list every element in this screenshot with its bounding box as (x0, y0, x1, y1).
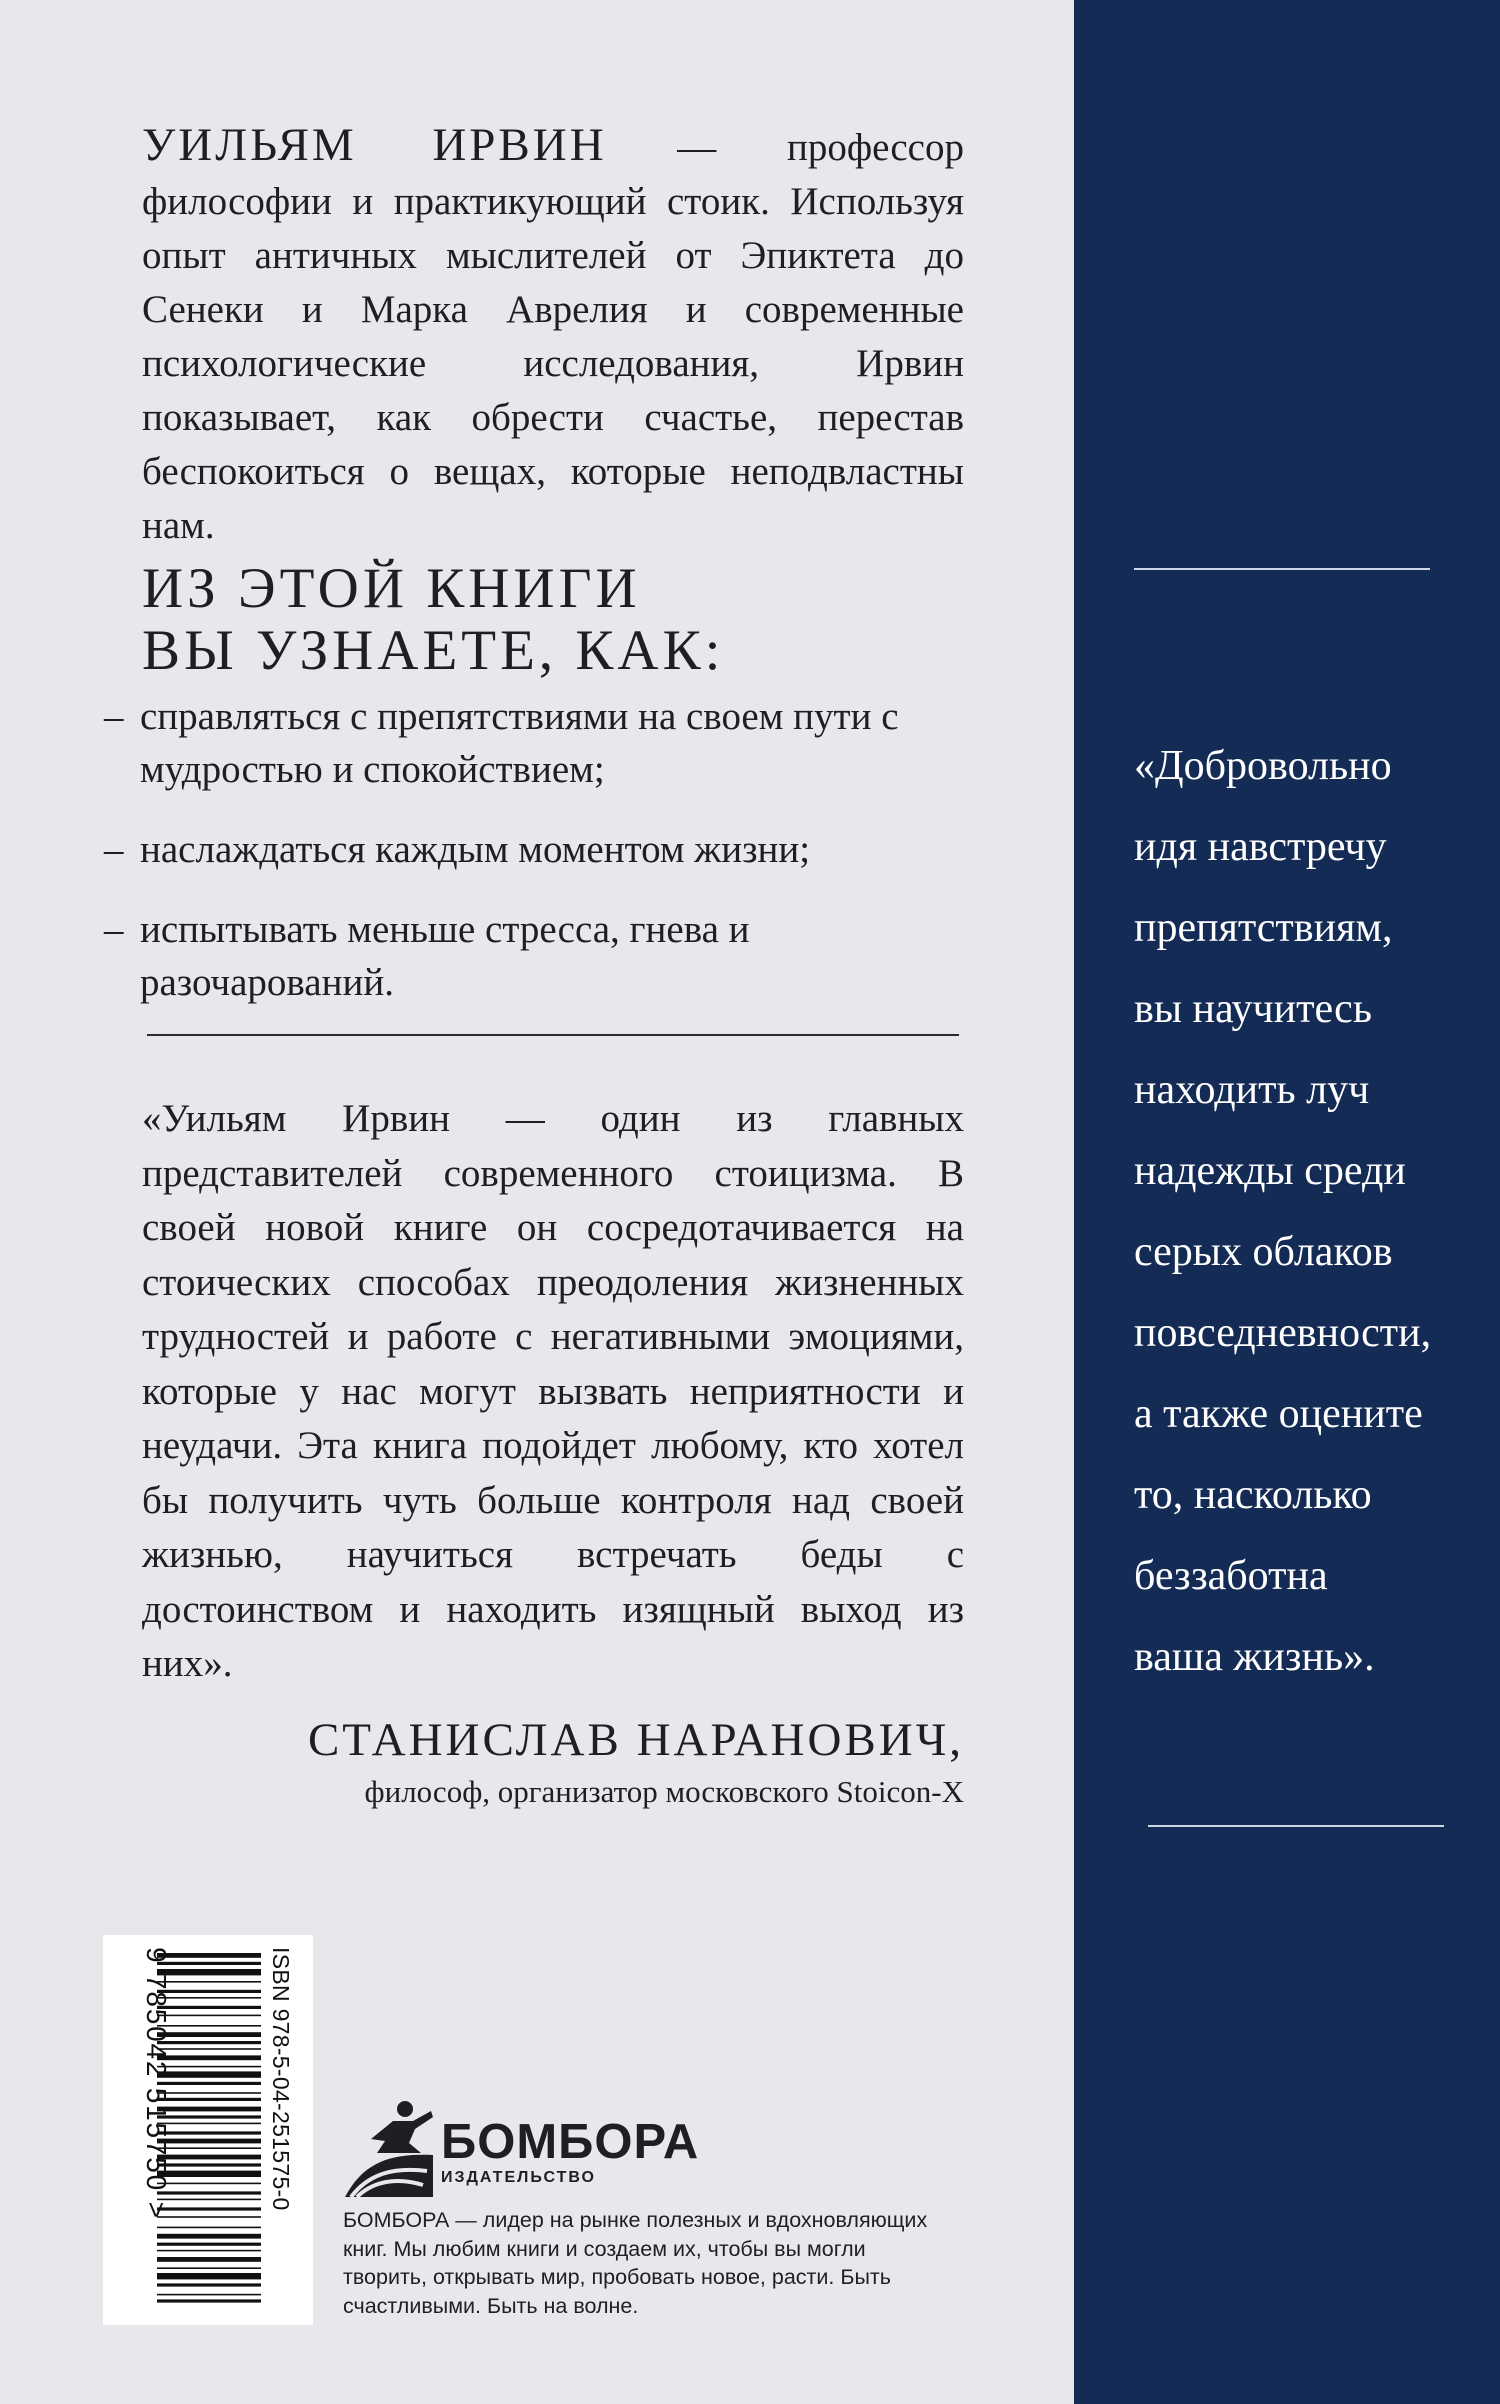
dash-marker: – (104, 908, 124, 951)
isbn-text: ISBN 978-5-04-251575-0 (268, 1947, 294, 2211)
publisher-name: БОМБОРА (441, 2115, 700, 2169)
side-quote-line: находить луч (1134, 1067, 1370, 1113)
dash-marker: – (104, 695, 124, 738)
barcode-bar (157, 2250, 261, 2252)
publisher-subtitle: ИЗДАТЕЛЬСТВО (441, 2169, 596, 2186)
list-item-text: наслаждаться каждым моментом жизни; (140, 828, 811, 871)
learn-heading-line2: ВЫ УЗНАЕТЕ, КАК: (142, 619, 725, 682)
side-quote-line: вы научитесь (1134, 986, 1372, 1032)
barcode-bar (157, 2227, 261, 2229)
side-quote-line: повседневности, (1134, 1310, 1432, 1356)
list-item-text: справляться с препятствиями на своем пути с мудростью и спокойствием; (140, 695, 899, 791)
barcode-bar (157, 2294, 261, 2296)
list-item-text: испытывать меньше стресса, гнева и разочарований. (140, 908, 750, 1004)
side-divider-bottom (1148, 1825, 1444, 1827)
side-quote (1134, 726, 1464, 1698)
review-quote: «Уильям Ирвин — один из главных представителей современного стоицизма. В своей новой книге он сосредотачивается на стоических способах преодоления жизненных трудностей и работе с негативными эмоциями, которые у нас могут вызвать неприятности и неудачи. Эта книга подойдет любому, кто хотел бы получить чуть больше контроля над своей жизнью, научиться встречать беды с достоинством и находить изящный выход из них». (142, 1097, 964, 1685)
learn-heading (142, 558, 842, 682)
publisher-description: БОМБОРА — лидер на рынке полезных и вдохновляющих книг. Мы любим книги и создаем их, чтобы вы могли творить, открывать мир, пробовать новое, расти. Быть счастливыми. Быть на волне. (343, 2208, 928, 2318)
barcode-bar (157, 2273, 261, 2279)
learn-heading-line1: ИЗ ЭТОЙ КНИГИ (142, 557, 641, 620)
side-quote-line: надежды среди (1134, 1148, 1406, 1194)
review-author-name: СТАНИСЛАВ НАРАНОВИЧ, (307, 1714, 964, 1766)
side-divider-top (1134, 568, 1430, 570)
side-quote-line: препятствиям, (1134, 905, 1393, 951)
side-quote-line: идя навстречу (1134, 824, 1387, 870)
intro-text: — профессор философии и практикующий стоик. Используя опыт античных мыслителей от Эпиктета до Сенеки и Марка Аврелия и современные психологические исследования, Ирвин показывает, как обрести счастье, перестав беспокоиться о вещах, которые неподвластны нам. (142, 126, 964, 547)
review-author-role: философ, организатор московского Stoicon-X (364, 1774, 964, 1809)
barcode-graphic (103, 1935, 313, 2325)
side-quote-line: то, насколько (1134, 1472, 1372, 1518)
barcode-bar (157, 2267, 261, 2269)
learn-list (104, 690, 984, 1036)
dash-marker: – (104, 828, 124, 871)
side-quote-line: ваша жизнь». (1134, 1634, 1375, 1680)
side-quote-line: «Добровольно (1134, 743, 1392, 789)
barcode-digits: 9 785042 515750 > (141, 1947, 172, 2220)
barcode-bar (157, 2234, 261, 2239)
barcode-bar (157, 2257, 261, 2262)
divider (147, 1034, 959, 1036)
barcode-bar (157, 2283, 261, 2286)
side-quote-line: а также оцените (1134, 1391, 1423, 1437)
barcode-bar (157, 2299, 261, 2302)
isbn-barcode (103, 1935, 313, 2325)
barcode-bar (157, 2243, 261, 2246)
side-quote-line: серых облаков (1134, 1229, 1393, 1275)
list-item (104, 823, 984, 876)
list-item (104, 690, 984, 796)
list-item (104, 903, 984, 1009)
author-name: УИЛЬЯМ ИРВИН (142, 119, 607, 171)
side-quote-line: беззаботна (1134, 1553, 1328, 1599)
intro-paragraph (142, 118, 964, 553)
